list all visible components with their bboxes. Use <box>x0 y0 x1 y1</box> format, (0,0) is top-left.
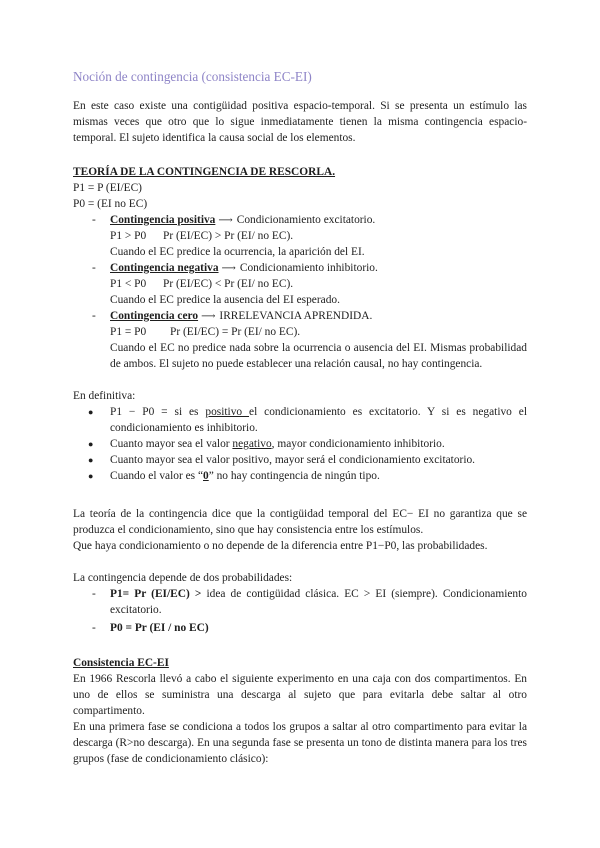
case-result: Condicionamiento excitatorio. <box>236 214 376 226</box>
section-heading: Noción de contingencia (consistencia EC-EI) <box>73 69 312 84</box>
case-zero-note: Cuando el EC no predice nada sobre la ocurrencia o ausencia del EI. Mismas probabilidad de ambos. El sujeto no puede establecer una relación causal, no hay contingencia. <box>110 342 527 370</box>
bullet-icon: ● <box>88 471 94 481</box>
intro-paragraph: En este caso existe una contigüidad positiva espacio-temporal. Si se presenta un estímulo las mismas veces que otro que lo sigue inmediatamente tienen la misma contingencia espacio-temporal. El sujeto identifica la causa social de los elementos. <box>73 100 527 144</box>
definitive-label: En definitiva: <box>73 390 136 402</box>
probability-formula: P1= Pr (EI/EC) > <box>110 588 202 600</box>
case-positive-note: Cuando el EC predice la ocurrencia, la aparición del EI. <box>110 246 365 258</box>
bullet-underline: 0 <box>203 470 209 482</box>
case-result: Condicionamiento inhibitorio. <box>239 262 378 274</box>
case-name: Contingencia negativa <box>110 262 219 274</box>
bullet-item <box>73 453 527 469</box>
p0-definition: P0 = (EI no EC) <box>73 198 148 210</box>
formula-b: Pr (EI/EC) = Pr (EI/ no EC). <box>170 326 301 338</box>
case-negative-note: Cuando el EC predice la ausencia del EI esperado. <box>110 294 340 306</box>
bullet-underline: positivo <box>205 406 250 418</box>
formula-b: Pr (EI/EC) < Pr (EI/ no EC). <box>163 278 294 290</box>
bullet-item <box>73 437 527 453</box>
case-negative-formula <box>110 277 294 293</box>
bullet-underline: negativo <box>232 438 272 450</box>
bullet-text: Cuando el valor es “ <box>110 470 203 482</box>
p1-definition: P1 = P (EI/EC) <box>73 182 142 194</box>
probability-desc: idea de contigüidad clásica. EC > EI (siempre). Condicionamiento excitatorio. <box>110 588 527 616</box>
consistency-paragraph: En una primera fase se condiciona a todos los grupos a saltar al otro compartimento para evitar la descarga (R>no descarga). En una segunda fase se presenta un tono de distinta manera para los tres grupos (fase de condicionamiento clásico): <box>73 721 527 765</box>
dash-marker: - <box>92 262 96 274</box>
case-zero-formula <box>110 325 301 341</box>
bullet-item <box>73 469 527 485</box>
case-result: IRRELEVANCIA APRENDIDA. <box>219 310 373 322</box>
arrow-right-icon: ⟶ <box>218 215 233 226</box>
bullet-text: ” no hay contingencia de ningún tipo. <box>208 470 380 482</box>
bullet-text: P1 − P0 = si es <box>110 406 206 418</box>
consistency-title: Consistencia EC-EI <box>73 657 169 669</box>
consistency-paragraph: En 1966 Rescorla llevó a cabo el siguiente experimento en una caja con dos compartimentos. En uno de ellos se suministra una descarga al sujeto que para evitarla debe saltar al otro compartimento. <box>73 673 527 717</box>
dash-marker: - <box>92 310 96 322</box>
bullet-text: Cuanto mayor sea el valor <box>110 438 233 450</box>
formula-a: P1 < P0 <box>110 278 147 290</box>
theory-paragraph: Que haya condicionamiento o no depende de la diferencia entre P1−P0, las probabilidades. <box>73 540 488 552</box>
formula-a: P1 > P0 <box>110 230 147 242</box>
bullet-icon: ● <box>88 407 94 417</box>
bullet-text: , mayor condicionamiento inhibitorio. <box>271 438 445 450</box>
case-positive-formula <box>110 229 294 245</box>
theory-title: TEORÍA DE LA CONTINGENCIA DE RESCORLA. <box>73 166 336 178</box>
bullet-text: Cuanto mayor sea el valor positivo, mayor será el condicionamiento excitatorio. <box>110 454 476 466</box>
dash-marker: - <box>92 588 96 600</box>
arrow-right-icon: ⟶ <box>221 263 236 274</box>
bullet-icon: ● <box>88 439 94 449</box>
formula-b: Pr (EI/EC) > Pr (EI/ no EC). <box>163 230 294 242</box>
formula-a: P1 = P0 <box>110 326 147 338</box>
bullet-item <box>73 405 527 437</box>
bullet-icon: ● <box>88 455 94 465</box>
arrow-right-icon: ⟶ <box>201 311 216 322</box>
case-name: Contingencia positiva <box>110 214 216 226</box>
probability-item <box>73 621 527 637</box>
dash-marker: - <box>92 622 96 634</box>
probability-formula: P0 = Pr (EI / no EC) <box>110 622 209 634</box>
theory-paragraph: La contingencia depende de dos probabilidades: <box>73 572 293 584</box>
dash-marker: - <box>92 214 96 226</box>
case-name: Contingencia cero <box>110 310 199 322</box>
probability-item <box>73 587 527 619</box>
theory-paragraph: La teoría de la contingencia dice que la contigüidad temporal del EC− EI no garantiza que se produzca el condicionamiento, sino que hay consistencia entre los estímulos. <box>73 508 527 536</box>
bullet-text: el condicionamiento es excitatorio. Y si es negativo el condicionamiento es inhibitorio. <box>110 406 527 434</box>
